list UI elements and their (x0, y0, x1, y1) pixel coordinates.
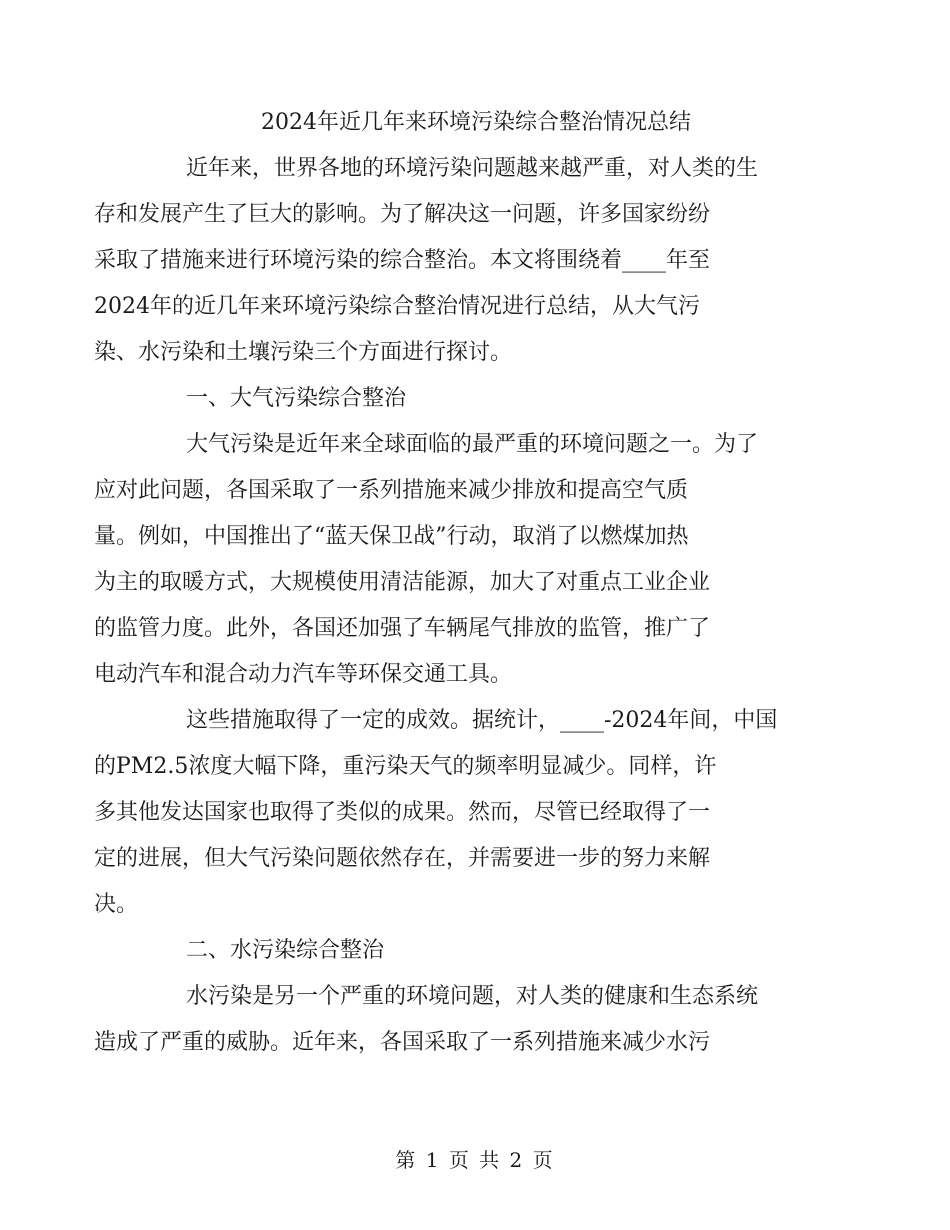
text-line: 定的进展，但大气污染问题依然存在，并需要进一步的努力来解 (94, 846, 711, 871)
text-line: 染、水污染和土壤污染三个方面进行探讨。 (94, 340, 513, 365)
text-line: 这些措施取得了一定的成效。据统计，____-2024年间，中国 (186, 708, 778, 733)
text-line: 大气污染是近年来全球面临的最严重的环境问题之一。为了 (186, 432, 759, 457)
paragraph-air-results (94, 698, 812, 928)
section-heading-water-pollution: 二、水污染综合整治 (186, 938, 385, 963)
text-line: 2024年的近几年来环境污染综合整治情况进行总结，从大气污 (94, 294, 700, 319)
text-line: 水污染是另一个严重的环境问题，对人类的健康和生态系统 (186, 984, 759, 1009)
section-heading-air-pollution: 一、大气污染综合整治 (186, 386, 407, 411)
text-line: 采取了措施来进行环境污染的综合整治。本文将围绕着____年至 (94, 248, 711, 273)
text-line: 的监管力度。此外，各国还加强了车辆尾气排放的监管，推广了 (94, 616, 711, 641)
document-title: 2024年近几年来环境污染综合整治情况总结 (261, 110, 691, 135)
text-line: 近年来，世界各地的环境污染问题越来越严重，对人类的生 (186, 156, 759, 181)
text-line: 量。例如，中国推出了“蓝天保卫战”行动，取消了以燃煤加热 (94, 524, 689, 549)
paragraph-intro (94, 146, 812, 376)
page-footer-indicator: 第 1 页 共 2 页 (395, 1148, 555, 1172)
text-line: 多其他发达国家也取得了类似的成果。然而，尽管已经取得了一 (94, 800, 711, 825)
text-line: 应对此问题，各国采取了一系列措施来减少排放和提高空气质 (94, 478, 689, 503)
text-line: 存和发展产生了巨大的影响。为了解决这一问题，许多国家纷纷 (94, 202, 711, 227)
text-line: 的PM2.5浓度大幅下降，重污染天气的频率明显减少。同样，许 (94, 754, 717, 779)
text-line: 电动汽车和混合动力汽车等环保交通工具。 (94, 662, 513, 687)
paragraph-air-measures (94, 422, 812, 698)
text-line: 造成了严重的威胁。近年来，各国采取了一系列措施来减少水污 (94, 1030, 711, 1055)
paragraph-water-intro (94, 974, 812, 1066)
text-line: 决。 (94, 892, 139, 917)
text-line: 为主的取暖方式，大规模使用清洁能源，加大了对重点工业企业 (94, 570, 711, 595)
document-body (94, 102, 812, 1066)
